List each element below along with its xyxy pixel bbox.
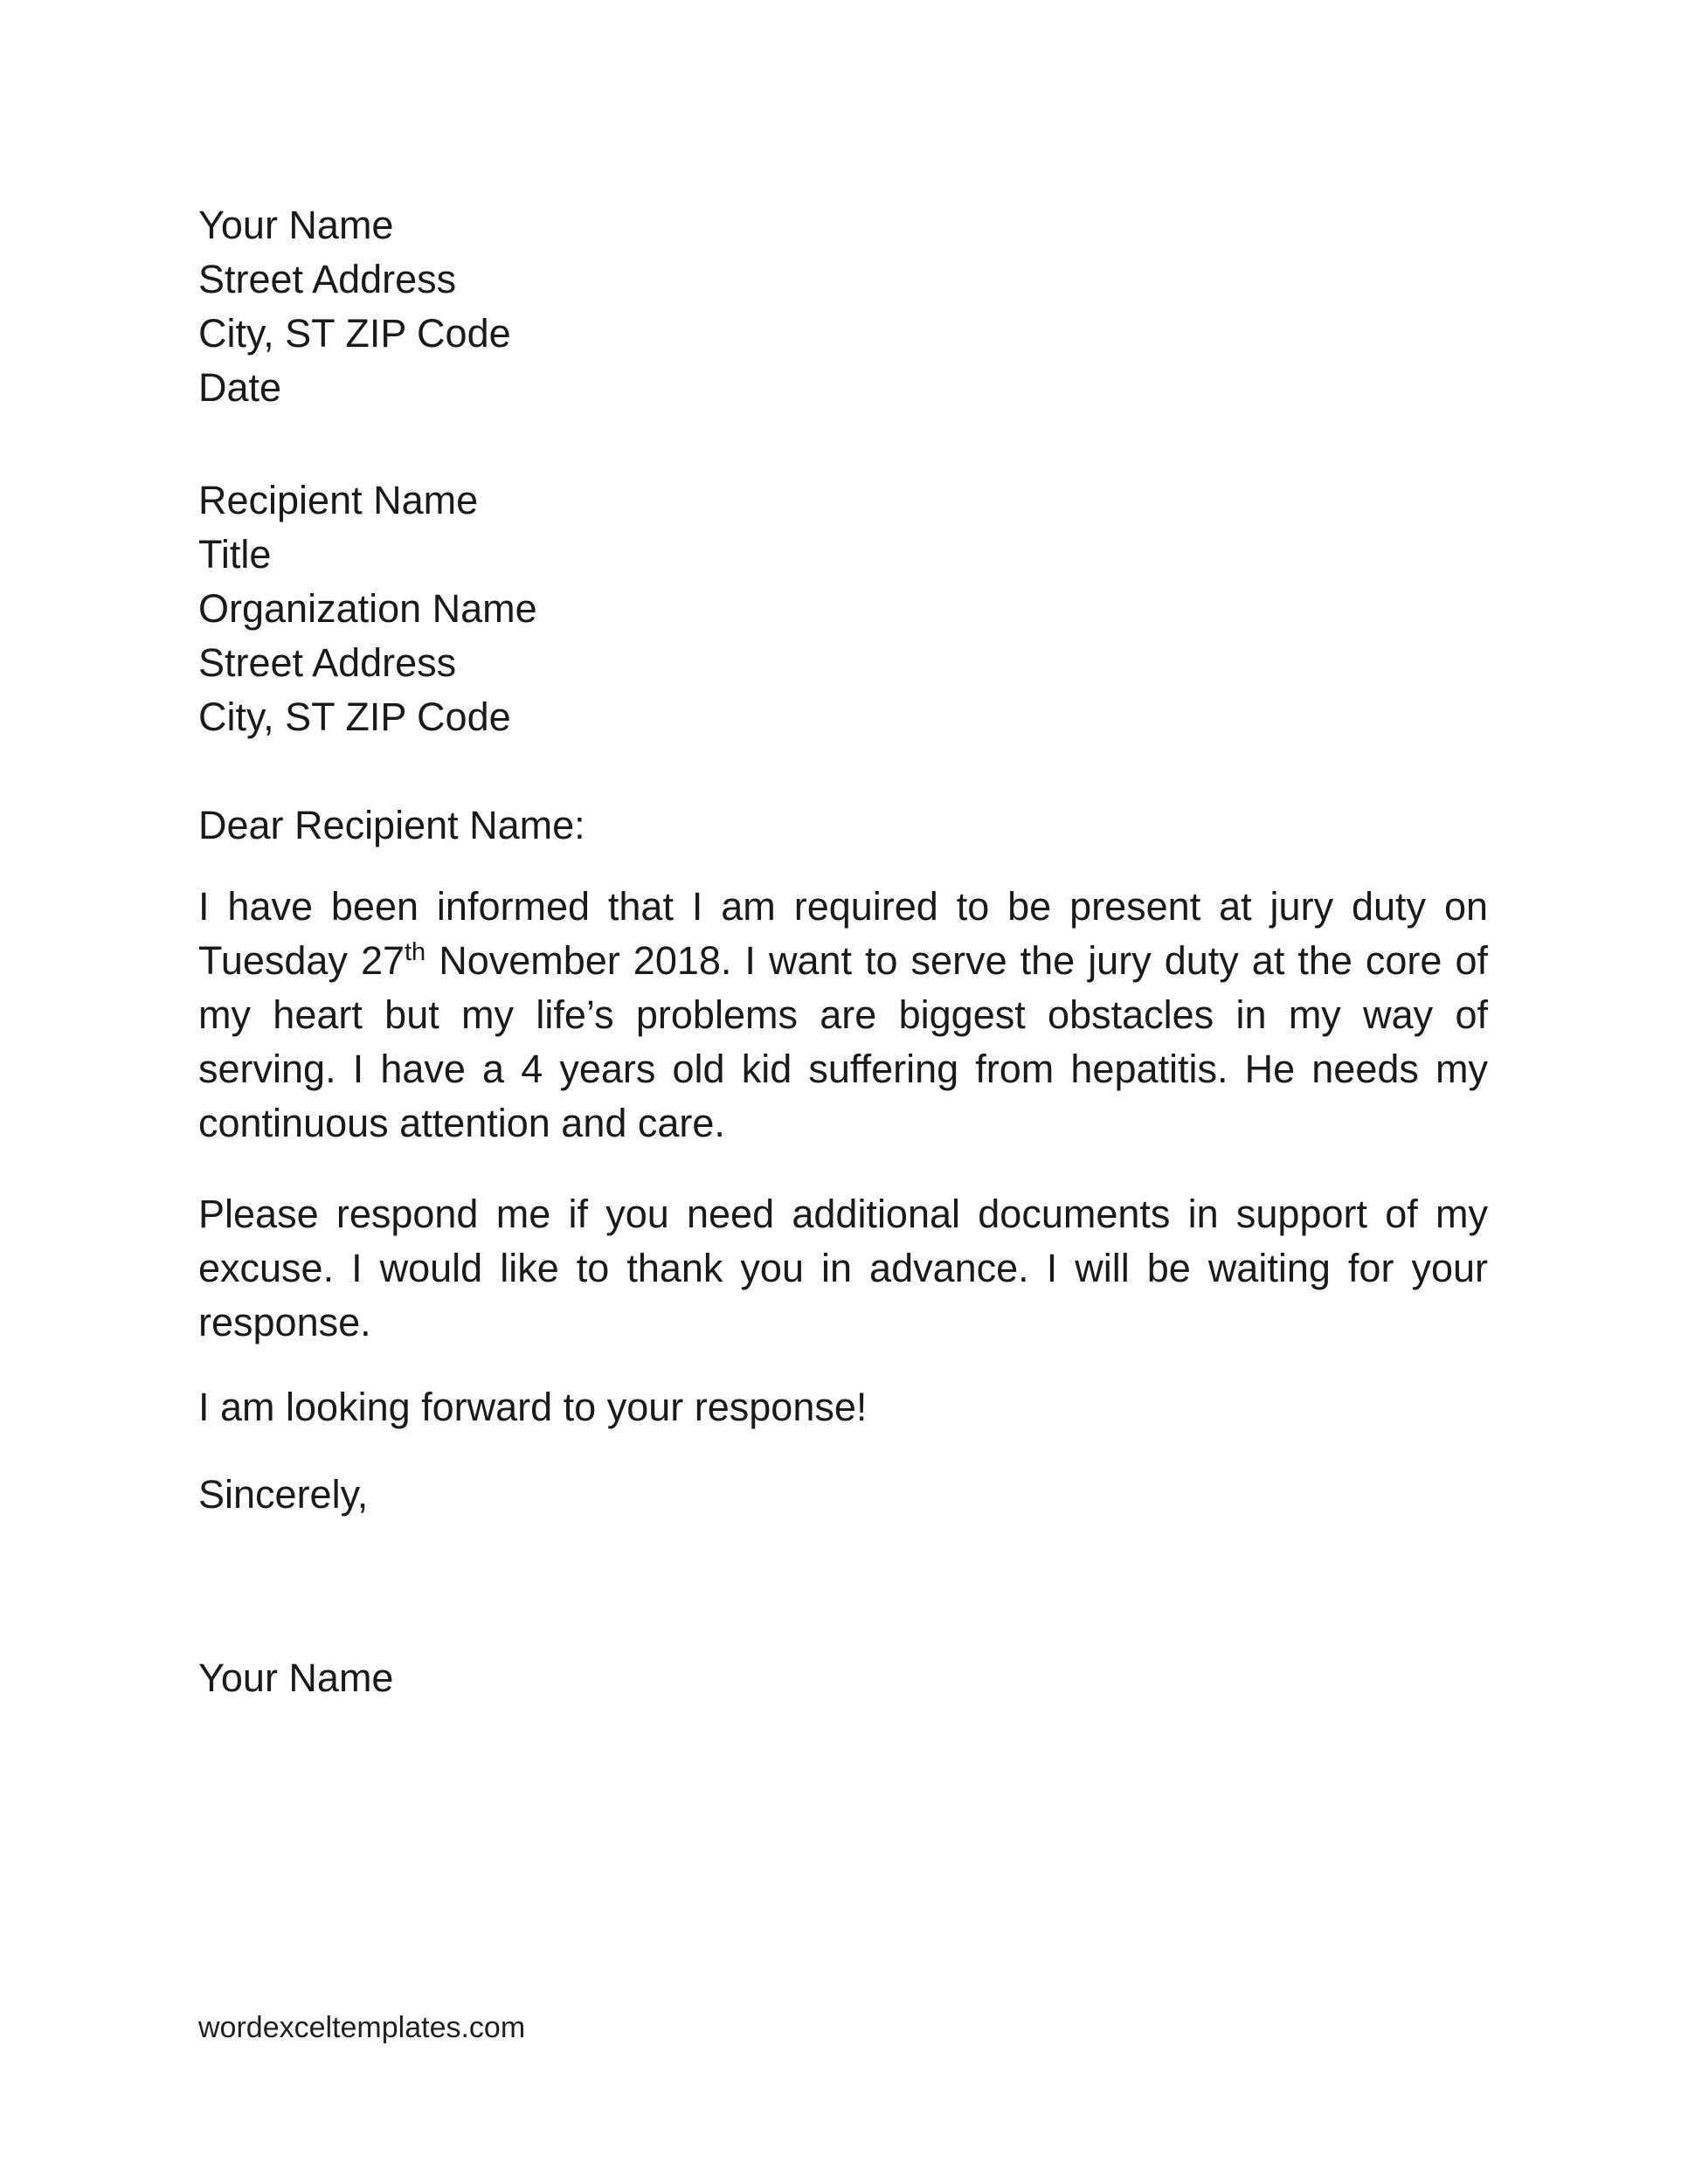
recipient-block (198, 473, 1488, 744)
body-paragraph-1 (198, 880, 1488, 1151)
recipient-city-state-zip: City, ST ZIP Code (198, 695, 511, 739)
body-paragraph-3: I am looking forward to your response! (198, 1385, 868, 1429)
signoff: Sincerely, (198, 1472, 369, 1517)
sender-name: Your Name (198, 203, 394, 247)
paragraph-1-text-continued: November 2018. I want to serve the jury duty at the core of my heart but my life’s problems are biggest obstacles in my way of serving. I have a 4 years old kid suffering from hepatitis. He needs my continuous attention and care. (198, 938, 1488, 1145)
salutation: Dear Recipient Name: (198, 803, 585, 847)
signature-name: Your Name (198, 1655, 394, 1700)
sender-block (198, 198, 1488, 415)
body-paragraph-2: Please respond me if you need additional documents in support of my excuse. I would like to thank you in advance. I will be waiting for your response. (198, 1192, 1488, 1344)
letter-content (198, 198, 1488, 1705)
recipient-street-address: Street Address (198, 640, 457, 685)
footer-website: wordexceltemplates.com (198, 2011, 526, 2044)
recipient-name: Recipient Name (198, 478, 479, 522)
sender-street-address: Street Address (198, 257, 457, 301)
ordinal-superscript: th (405, 938, 426, 966)
paragraph-1-text: I have been informed that I am required to be present at jury duty on Tuesday 27 (198, 884, 1488, 983)
recipient-organization: Organization Name (198, 586, 537, 631)
letter-date: Date (198, 365, 282, 410)
sender-city-state-zip: City, ST ZIP Code (198, 311, 511, 356)
recipient-title: Title (198, 532, 272, 577)
